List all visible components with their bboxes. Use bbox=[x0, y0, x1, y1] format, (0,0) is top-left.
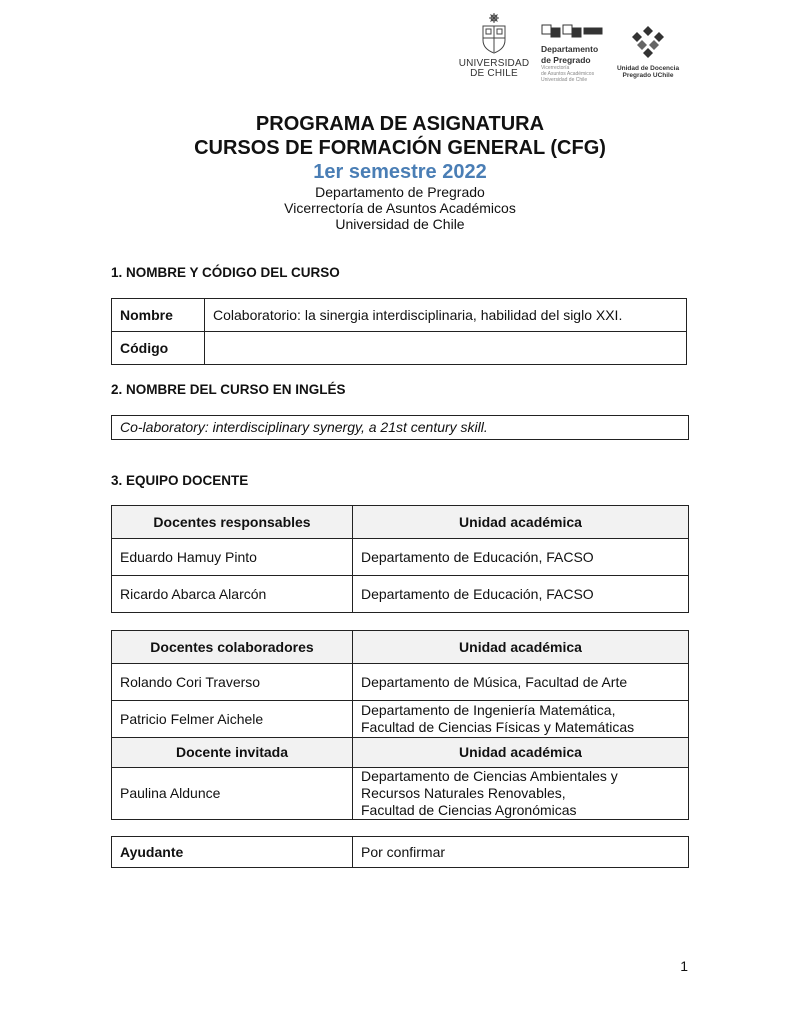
english-name-table bbox=[111, 415, 689, 440]
teacher-unit-line1: Departamento de Ciencias Ambientales y bbox=[361, 768, 618, 784]
colaboradores-unit-header: Unidad académica bbox=[353, 631, 689, 664]
responsables-header: Docentes responsables bbox=[112, 506, 353, 539]
doc-title-line2: CURSOS DE FORMACIÓN GENERAL (CFG) bbox=[194, 137, 606, 159]
section3-heading: 3. EQUIPO DOCENTE bbox=[111, 473, 249, 488]
department-line: Departamento de Pregrado bbox=[315, 184, 485, 200]
teacher-unit bbox=[353, 701, 689, 738]
unidad-docencia-logo bbox=[612, 24, 684, 79]
universidad-de-chile-logo bbox=[452, 12, 536, 79]
teacher-unit-line1: Departamento de Ingeniería Matemática, bbox=[361, 702, 616, 718]
teacher-name: Eduardo Hamuy Pinto bbox=[112, 539, 353, 576]
ayudante-value: Por confirmar bbox=[353, 837, 689, 868]
pregrado-sub-line1: Vicerrectoría bbox=[541, 65, 570, 71]
table-row bbox=[112, 664, 689, 701]
responsables-table bbox=[111, 505, 689, 613]
invitada-header: Docente invitada bbox=[112, 738, 353, 768]
section2-heading: 2. NOMBRE DEL CURSO EN INGLÉS bbox=[111, 382, 346, 397]
teacher-name: Rolando Cori Traverso bbox=[112, 664, 353, 701]
unidad-docencia-mark-icon bbox=[628, 24, 668, 60]
teacher-unit-line2: Recursos Naturales Renovables, bbox=[361, 785, 566, 801]
uchile-wordmark-line1: UNIVERSIDAD bbox=[458, 58, 530, 69]
table-row bbox=[112, 576, 689, 613]
teacher-name: Ricardo Abarca Alarcón bbox=[112, 576, 353, 613]
pregrado-sub-line3: Universidad de Chile bbox=[541, 77, 588, 83]
uchile-wordmark-line2: DE CHILE bbox=[470, 68, 518, 79]
page-number: 1 bbox=[680, 958, 688, 974]
codigo-value bbox=[205, 332, 687, 365]
invitada-unit-header: Unidad académica bbox=[353, 738, 689, 768]
responsables-unit-header: Unidad académica bbox=[353, 506, 689, 539]
teacher-unit-line2: Facultad de Ciencias Físicas y Matemáticas bbox=[361, 719, 635, 735]
teacher-unit-line3: Facultad de Ciencias Agronómicas bbox=[361, 802, 577, 818]
nombre-value: Colaboratorio: la sinergia interdisciplinaria, habilidad del siglo XXI. bbox=[205, 299, 687, 332]
teacher-unit bbox=[353, 768, 689, 820]
colaboradores-header: Docentes colaboradores bbox=[112, 631, 353, 664]
teacher-unit: Departamento de Educación, FACSO bbox=[353, 539, 689, 576]
pregrado-sub-line2: de Asuntos Académicos bbox=[541, 71, 595, 77]
pregrado-title-line1: Departamento bbox=[541, 44, 599, 54]
udocencia-line1: Unidad de Docencia bbox=[616, 65, 680, 72]
ayudante-table bbox=[111, 836, 689, 868]
nombre-label: Nombre bbox=[112, 299, 205, 332]
english-name-value: Co-laboratory: interdisciplinary synergy, a 21st century skill. bbox=[112, 416, 689, 440]
pregrado-squares-icon bbox=[541, 24, 603, 38]
departamento-pregrado-logo bbox=[541, 24, 611, 83]
ayudante-label: Ayudante bbox=[112, 837, 353, 868]
teacher-name: Paulina Aldunce bbox=[112, 768, 353, 820]
table-row bbox=[112, 701, 689, 738]
table-row bbox=[112, 768, 689, 820]
vicerrectoria-line: Vicerrectoría de Asuntos Académicos bbox=[284, 200, 516, 216]
teacher-unit: Departamento de Educación, FACSO bbox=[353, 576, 689, 613]
course-name-table bbox=[111, 298, 687, 365]
teacher-unit: Departamento de Música, Facultad de Arte bbox=[353, 664, 689, 701]
udocencia-line2: Pregrado UChile bbox=[622, 72, 674, 79]
university-shield-icon bbox=[474, 12, 514, 54]
teacher-name: Patricio Felmer Aichele bbox=[112, 701, 353, 738]
section1-heading: 1. NOMBRE Y CÓDIGO DEL CURSO bbox=[111, 265, 340, 280]
colaboradores-table bbox=[111, 630, 689, 820]
codigo-label: Código bbox=[112, 332, 205, 365]
doc-title-line1: PROGRAMA DE ASIGNATURA bbox=[255, 113, 545, 135]
university-line: Universidad de Chile bbox=[335, 216, 465, 232]
semester-title: 1er semestre 2022 bbox=[313, 161, 487, 183]
table-row bbox=[112, 539, 689, 576]
pregrado-title-line2: de Pregrado bbox=[541, 55, 591, 65]
